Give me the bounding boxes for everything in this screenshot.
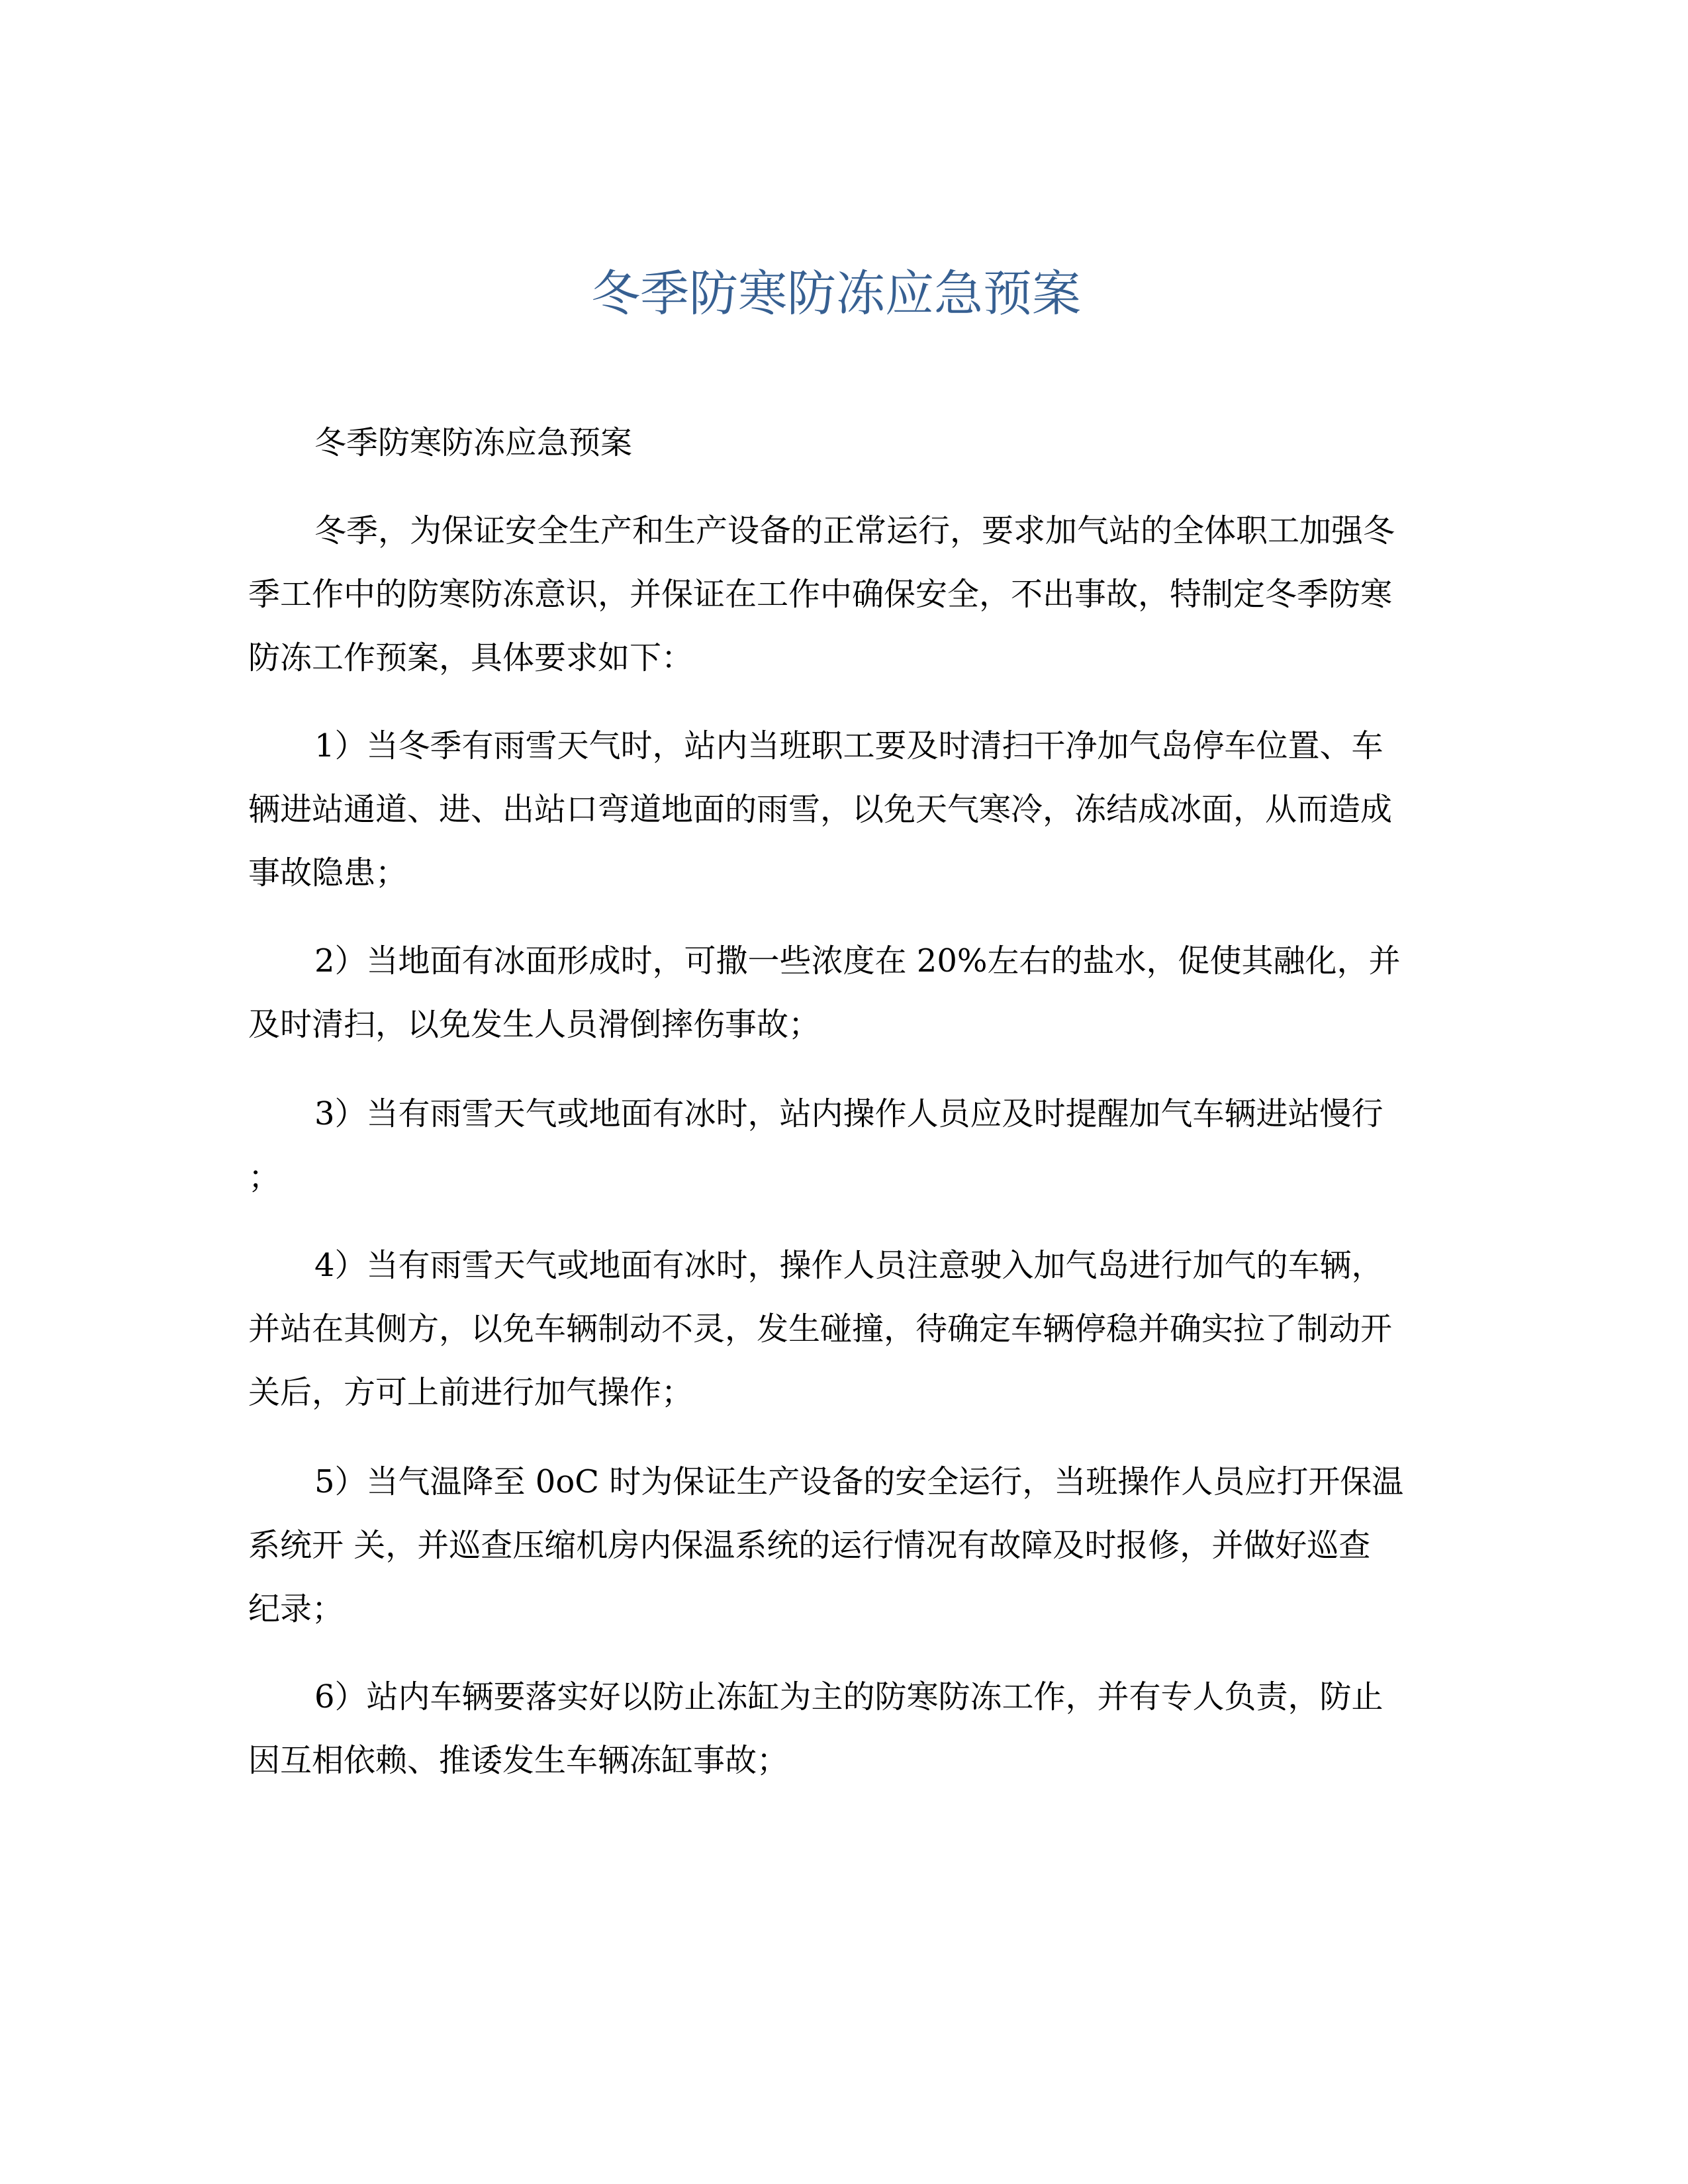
paragraph-line: 6）站内车辆要落实好以防止冻缸为主的防寒防冻工作，并有专人负责，防止 <box>314 1678 1383 1715</box>
paragraph-line: 季工作中的防寒防冻意识，并保证在工作中确保安全，不出事故，特制定冬季防寒 <box>248 576 1393 613</box>
paragraph-line: 系统开 关，并巡查压缩机房内保温系统的运行情况有故障及时报修，并做好巡查 <box>248 1527 1371 1564</box>
paragraph-line: 3）当有雨雪天气或地面有冰时，站内操作人员应及时提醒加气车辆进站慢行 <box>314 1095 1383 1132</box>
paragraph-intro <box>248 499 1440 690</box>
paragraph-item-6 <box>248 1665 1440 1792</box>
paragraph-item-5 <box>248 1450 1440 1641</box>
paragraph-line: 事故隐患； <box>248 854 408 891</box>
paragraph-line: 防冻工作预案，具体要求如下： <box>248 639 694 676</box>
paragraph-line: 1）当冬季有雨雪天气时，站内当班职工要及时清扫干净加气岛停车位置、车 <box>314 727 1383 764</box>
paragraph-line: ； <box>248 1159 281 1196</box>
paragraph-line: 并站在其侧方，以免车辆制动不灵，发生碰撞，待确定车辆停稳并确实拉了制动开 <box>248 1310 1393 1347</box>
paragraph-item-4 <box>248 1234 1440 1424</box>
paragraph-line: 关后，方可上前进行加气操作； <box>248 1374 694 1411</box>
paragraph-line: 及时清扫，以免发生人员滑倒摔伤事故； <box>248 1006 821 1043</box>
paragraph-line: 5）当气温降至 0oC 时为保证生产设备的安全运行，当班操作人员应打开保温 <box>314 1463 1404 1500</box>
document-subtitle <box>248 411 1440 475</box>
paragraph-line: 4）当有雨雪天气或地面有冰时，操作人员注意驶入加气岛进行加气的车辆， <box>314 1247 1383 1284</box>
paragraph-line: 2）当地面有冰面形成时，可撒一些浓度在 20%左右的盐水，促使其融化，并 <box>314 942 1401 979</box>
paragraph-line: 冬季，为保证安全生产和生产设备的正常运行，要求加气站的全体职工加强冬 <box>314 512 1395 549</box>
paragraph-line: 辆进站通道、进、出站口弯道地面的雨雪，以免天气寒冷，冻结成冰面，从而造成 <box>248 791 1393 828</box>
paragraph-item-2 <box>248 929 1440 1056</box>
subtitle-text: 冬季防寒防冻应急预案 <box>314 424 633 461</box>
paragraph-item-1 <box>248 714 1440 905</box>
paragraph-item-3 <box>248 1082 1440 1209</box>
document-title: 冬季防寒防冻应急预案 <box>591 265 1081 322</box>
paragraph-line: 因互相依赖、推诿发生车辆冻缸事故； <box>248 1742 789 1779</box>
paragraph-line: 纪录； <box>248 1590 344 1627</box>
